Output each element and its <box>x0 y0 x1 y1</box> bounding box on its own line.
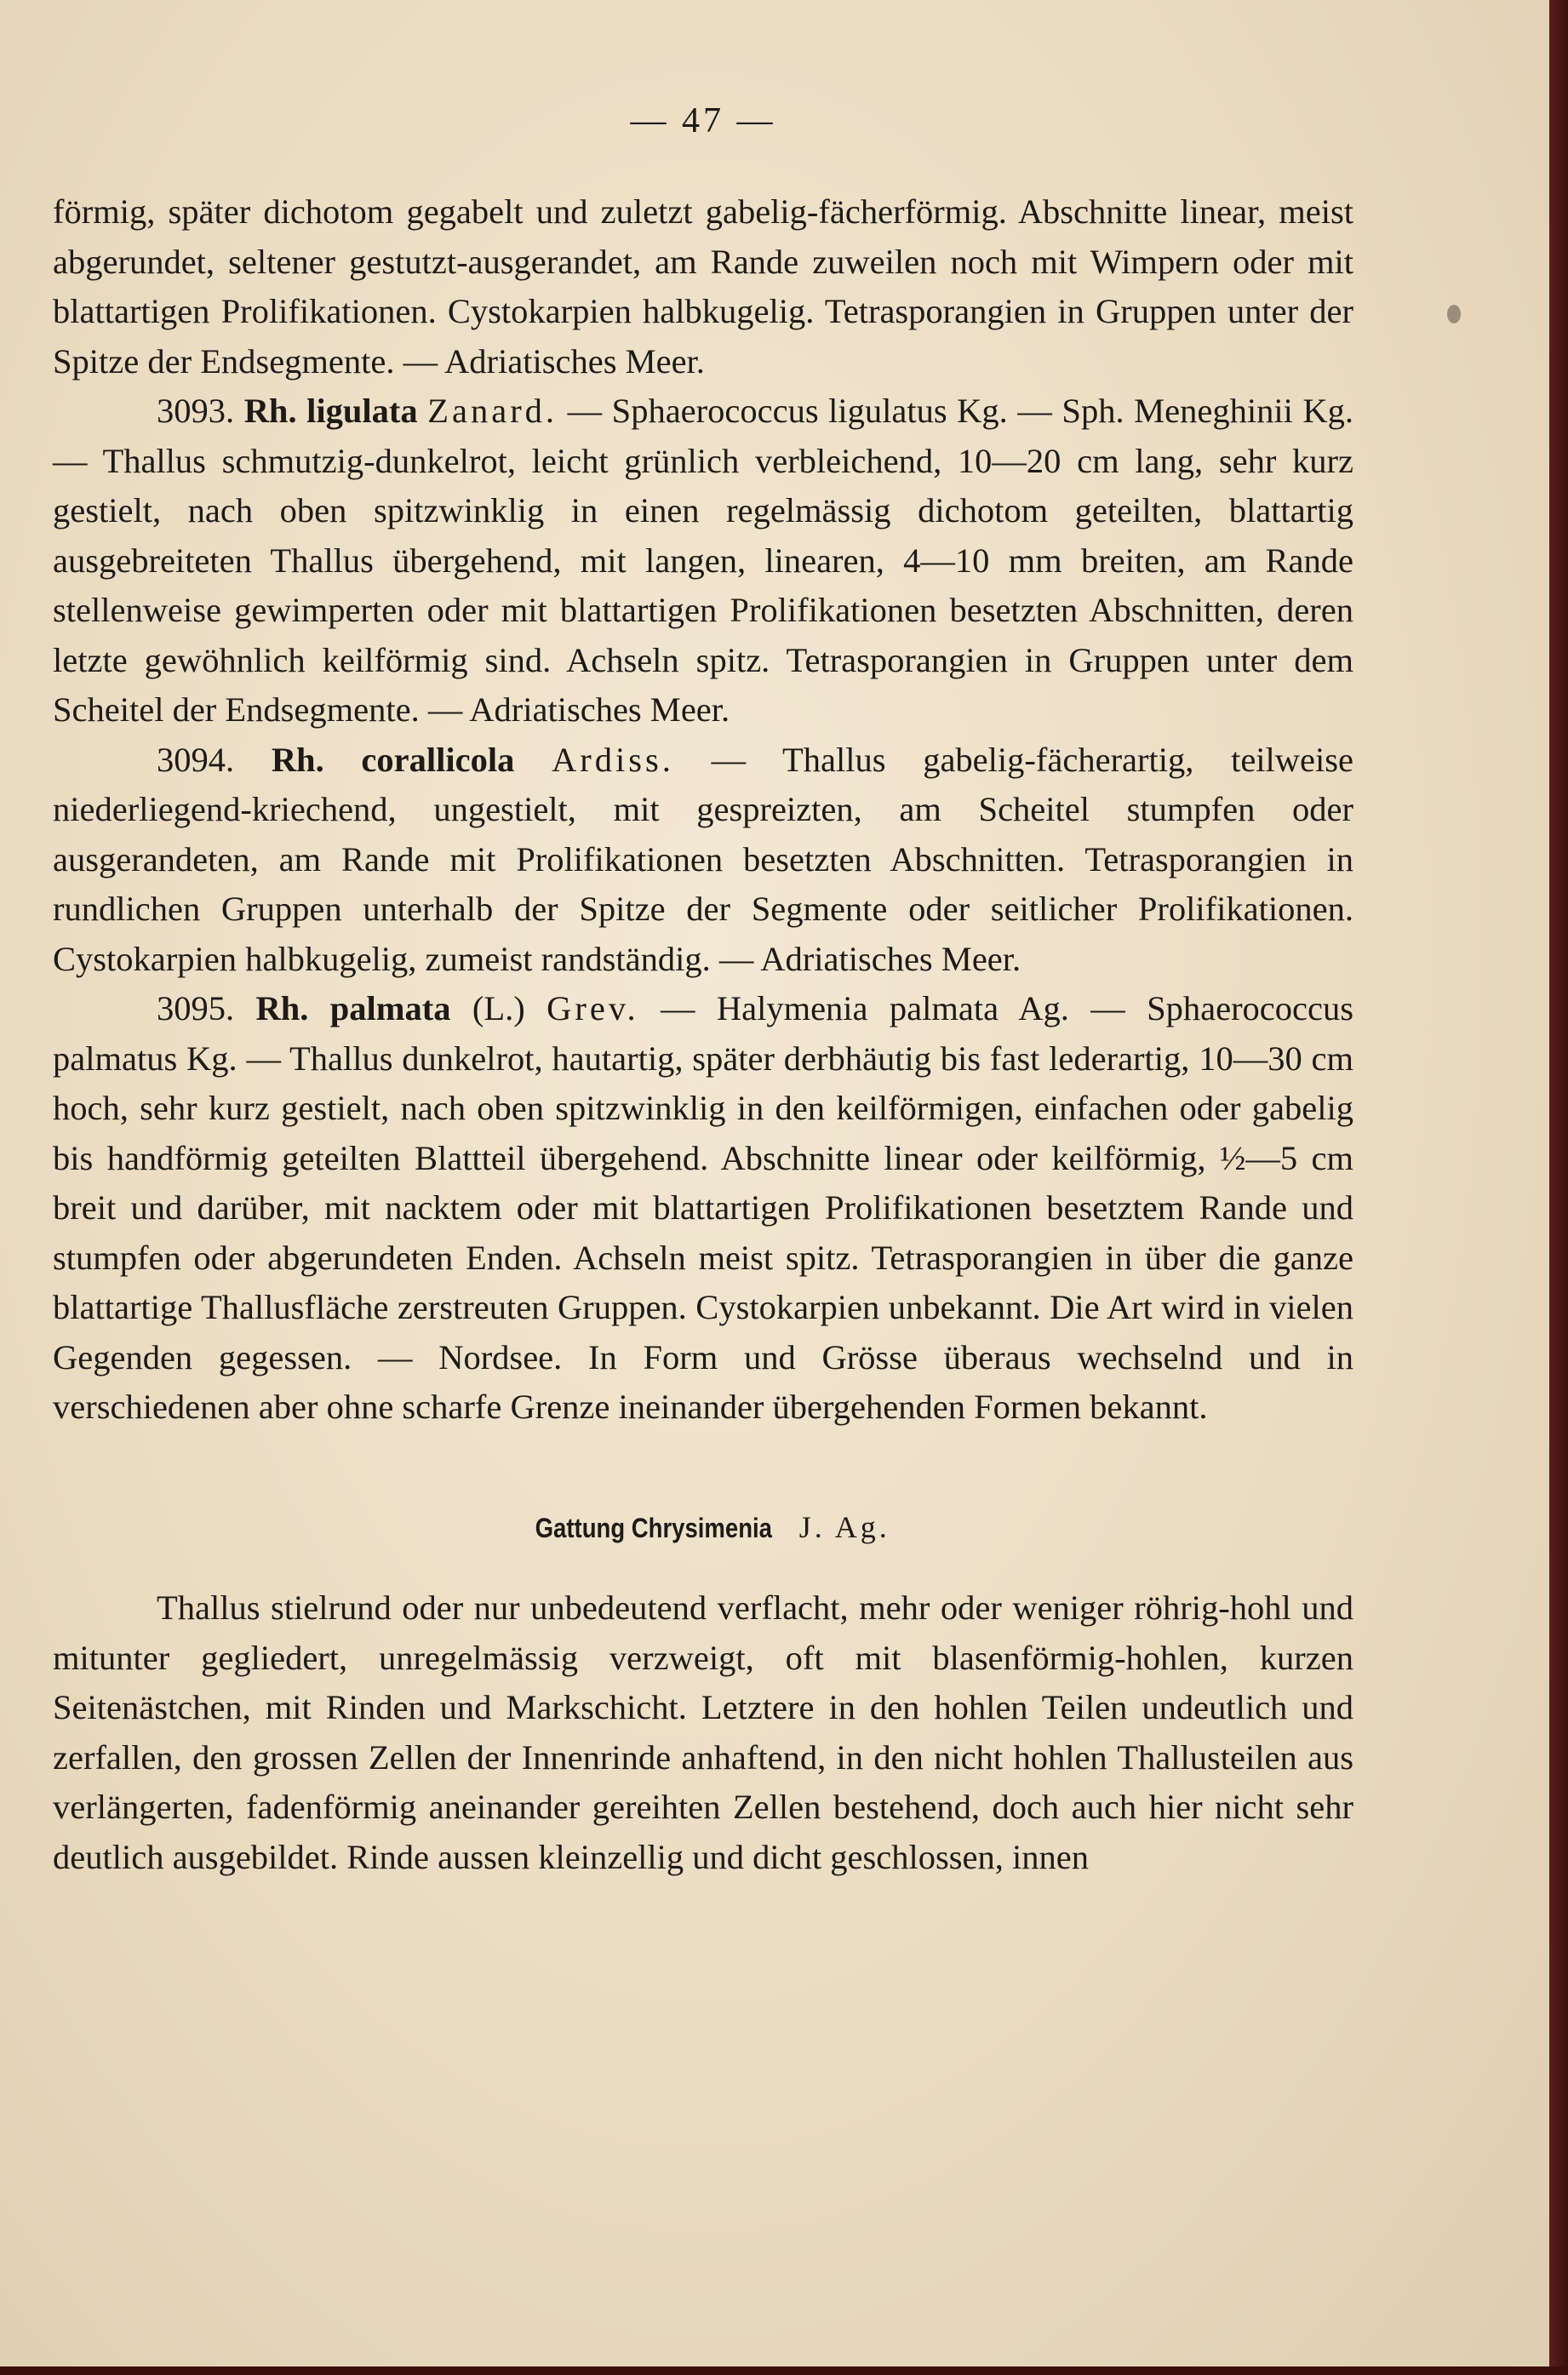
species-genus: Rh. <box>271 740 324 779</box>
species-name: corallicola <box>361 740 515 779</box>
species-author: Grev. <box>547 989 639 1027</box>
ink-smudge <box>1447 305 1461 323</box>
species-genus: Rh. <box>255 989 309 1027</box>
genus-heading <box>53 1502 1353 1554</box>
book-bottom-edge <box>0 2366 1568 2375</box>
genus-heading-author: J. Ag. <box>798 1509 890 1544</box>
page-number: — 47 — <box>630 101 776 140</box>
entry-number: 3094. <box>157 740 235 779</box>
species-name: ligulata <box>306 392 418 430</box>
book-cover-edge <box>1549 0 1568 2375</box>
species-author: Zanard. <box>427 392 558 430</box>
genus-heading-title: Gattung Chrysimenia <box>535 1512 773 1543</box>
species-author: Ardiss. <box>552 740 674 779</box>
continued-paragraph: förmig, später dichotom gegabelt und zuletzt gabelig-fächerförmig. Abschnitte linear, meist abgerundet, seltener gestutzt-ausgerandet, am Rande zuweilen noch mit Wimpern oder mit blattartigen Prolifikationen. Cystokarpien halbkugelig. Tetrasporangien in Gruppen unter der Spitze der Endsegmente. — Adriatisches Meer. <box>53 192 1353 381</box>
entry-text: — Thallus gabelig-fächerartig, teilweise niederliegend-kriechend, ungestielt, mit gespreizten, am Scheitel stumpfen oder ausgerandeten, am Rande mit Prolifikationen besetzten Abschnitten. Tetrasporangien in rundlichen Gruppen unterhalb der Spitze der Segmente oder seitlicher Prolifikationen. Cystokarpien halbkugelig, zumeist randständig. — Adriatisches Meer. <box>53 740 1354 978</box>
entry-text: — Halymenia palmata Ag. — Sphaerococcus palmatus Kg. — Thallus dunkelrot, hautartig, später derbhäutig bis fast lederartig, 10—30 cm hoch, sehr kurz gestielt, nach oben spitzwinklig in den keilförmigen, einfachen oder gabelig bis handförmig geteilten Blattteil übergehend. Abschnitte linear oder keilförmig, ½—5 cm breit und darüber, mit nacktem oder mit blattartigen Prolifikationen besetztem Rande und stumpfen oder abgerundeten Enden. Achseln meist spitz. Tetrasporangien in über die ganze blattartige Thallusfläche zerstreuten Gruppen. Cystokarpien unbekannt. Die Art wird in vielen Gegenden gegessen. — Nordsee. In Form und Grösse überaus wechselnd und in verschiedenen aber ohne scharfe Grenze ineinander übergehenden Formen bekannt. <box>53 989 1353 1426</box>
entry-number: 3093. <box>157 392 235 430</box>
entry-3093 <box>53 386 1353 735</box>
entry-3095 <box>53 984 1353 1433</box>
species-author-paren: (L.) <box>472 989 525 1027</box>
entry-number: 3095. <box>157 989 235 1027</box>
species-genus: Rh. <box>243 392 297 430</box>
genus-description: Thallus stielrund oder nur unbedeutend verflacht, mehr oder weniger röhrig-hohl und mitunter gegliedert, unregelmässig verzweigt, oft mit blasenförmig-hohlen, kurzen Seitenästchen, mit Rinden und Markschicht. Letztere in den hohlen Teilen undeutlich und zerfallen, den grossen Zellen der Innenrinde anhaftend, in den nicht hohlen Thallusteilen aus verlängerten, fadenförmig aneinander gereihten Zellen bestehend, doch auch hier nicht sehr deutlich ausgebildet. Rinde aussen kleinzellig und dicht geschlossen, innen <box>53 1588 1353 1876</box>
species-name: palmata <box>329 989 451 1027</box>
entry-text: — Sphaerococcus ligulatus Kg. — Sph. Meneghinii Kg. — Thallus schmutzig-dunkelrot, leicht grünlich verbleichend, 10—20 cm lang, sehr kurz gestielt, nach oben spitzwinklig in einen regelmässig dichotom geteilten, blattartig ausgebreiteten Thallus übergehend, mit langen, linearen, 4—10 mm breiten, am Rande stellenweise gewimperten oder mit blattartigen Prolifikationen besetzten Abschnitten, deren letzte gewöhnlich keilförmig sind. Achseln spitz. Tetrasporangien in Gruppen unter dem Scheitel der Endsegmente. — Adriatisches Meer. <box>53 392 1354 729</box>
page-body <box>53 187 1353 1882</box>
entry-3094 <box>53 735 1353 985</box>
